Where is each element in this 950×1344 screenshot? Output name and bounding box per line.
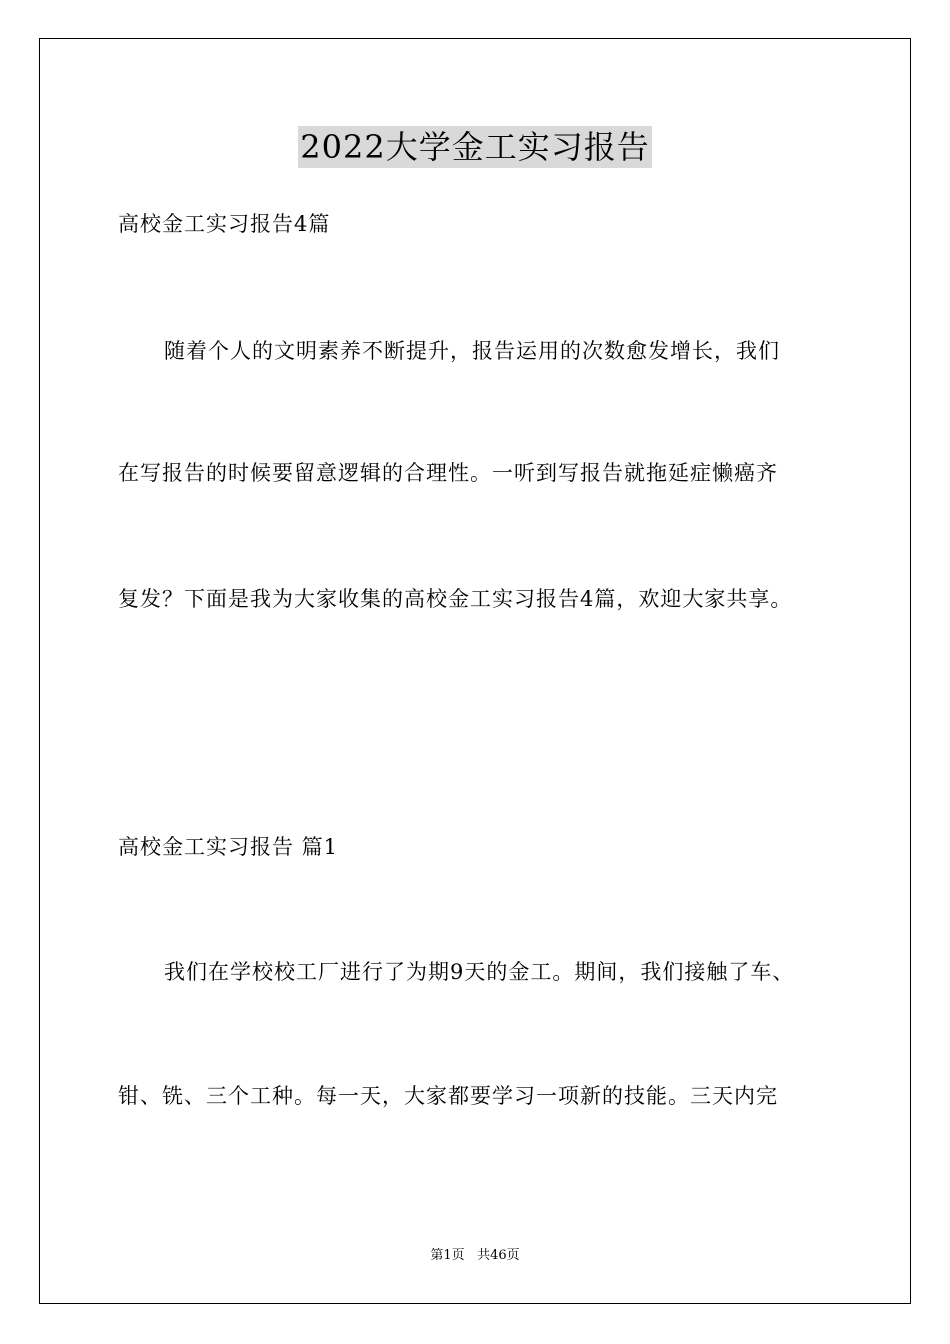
paragraph-line: 复发？下面是我为大家收集的高校金工实习报告4篇，欢迎大家共享。 xyxy=(118,587,793,611)
page-number-total: 共46页 xyxy=(477,1248,520,1263)
section-heading: 高校金工实习报告 篇1 xyxy=(118,835,339,859)
paragraph-line: 我们在学校校工厂进行了为期9天的金工。期间，我们接触了车、 xyxy=(164,960,795,984)
title-container xyxy=(0,126,950,168)
paragraph-line: 随着个人的文明素养不断提升，报告运用的次数愈发增长，我们 xyxy=(164,339,780,363)
paragraph-line: 在写报告的时候要留意逻辑的合理性。一听到写报告就拖延症懒癌齐 xyxy=(118,461,778,485)
document-subtitle: 高校金工实习报告4篇 xyxy=(118,212,331,236)
page-footer xyxy=(0,1246,950,1266)
paragraph-line: 钳、铣、三个工种。每一天，大家都要学习一项新的技能。三天内完 xyxy=(118,1084,778,1108)
document-title: 2022大学金工实习报告 xyxy=(300,128,650,166)
page-number-current: 第1页 xyxy=(430,1248,465,1263)
